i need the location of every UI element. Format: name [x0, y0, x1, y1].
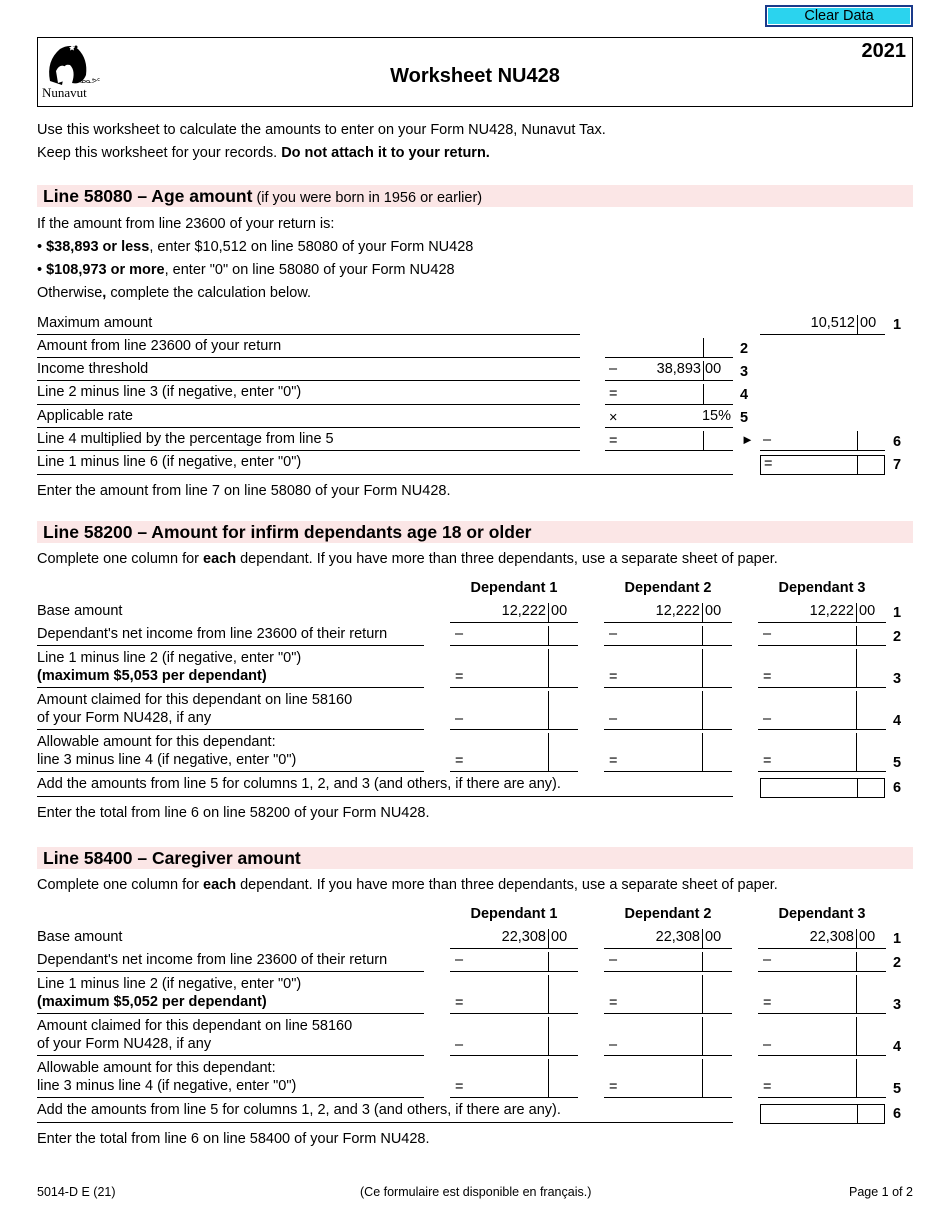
header-box [37, 37, 913, 107]
s3-base-amount: 22,308 [501, 929, 546, 945]
s3-line-3-input[interactable] [774, 975, 886, 1013]
s2-base-cents: 00 [551, 603, 568, 619]
s3-line-3-input[interactable] [466, 975, 578, 1013]
s1-line-num: 2 [740, 341, 749, 357]
s1-row-6-label: Line 4 multiplied by the percentage from line 5 [37, 431, 334, 447]
minus-sign: – [455, 952, 464, 968]
page-title: Worksheet NU428 [390, 65, 560, 87]
minus-sign: – [763, 432, 772, 448]
s3-line-num: 1 [893, 931, 902, 947]
s3-row-5-label-b: line 3 minus line 4 (if negative, enter "0") [37, 1078, 297, 1094]
times-sign: × [609, 410, 618, 426]
s3-line-num: 3 [893, 997, 902, 1013]
s2-row-2-label: Dependant's net income from line 23600 of their return [37, 626, 388, 642]
s3-row-4-label-b: of your Form NU428, if any [37, 1036, 212, 1052]
equals-sign: = [764, 456, 773, 472]
s1-threshold-amount: 38,893 [656, 361, 701, 377]
s1-line-4-input[interactable] [620, 384, 733, 404]
s3-line-num: 2 [893, 955, 902, 971]
s1-line-num: 1 [893, 317, 902, 333]
s3-intro: Complete one column for each dependant. If you have more than three dependants, use a separate sheet of paper. [37, 877, 778, 893]
s3-row-2-label: Dependant's net income from line 23600 of their return [37, 952, 388, 968]
s3-line-num: 4 [893, 1039, 902, 1055]
s3-claimed-input[interactable] [620, 1017, 732, 1055]
minus-sign: – [609, 361, 618, 377]
s3-base-amount: 22,308 [655, 929, 700, 945]
s1-line-6-input[interactable] [620, 431, 733, 450]
s3-base-amount: 22,308 [809, 929, 854, 945]
s2-claimed-input[interactable] [620, 691, 732, 729]
s1-line-num: 7 [893, 457, 902, 473]
s2-row-6-label: Add the amounts from line 5 for columns 1, 2, and 3 (and others, if there are any). [37, 776, 561, 792]
minus-sign: – [609, 711, 618, 727]
equals-sign: = [455, 753, 464, 769]
s2-allowable-input[interactable] [620, 733, 732, 771]
s3-claimed-input[interactable] [774, 1017, 886, 1055]
s3-row-5-label-a: Allowable amount for this dependant: [37, 1060, 276, 1076]
s3-row-4-label-a: Amount claimed for this dependant on line 58160 [37, 1018, 353, 1034]
s1-line-num: 3 [740, 364, 749, 380]
s2-row-3-label-a: Line 1 minus line 2 (if negative, enter "0") [37, 650, 302, 666]
s2-intro: Complete one column for each dependant. If you have more than three dependants, use a separate sheet of paper. [37, 551, 778, 567]
s3-line-num: 6 [893, 1106, 902, 1122]
s3-row-3-label-a: Line 1 minus line 2 (if negative, enter "0") [37, 976, 302, 992]
s1-line-2-input[interactable] [605, 338, 733, 357]
s3-allowable-input[interactable] [774, 1059, 886, 1097]
equals-sign: = [455, 1079, 464, 1095]
s1-bullet-1: • $38,893 or less, enter $10,512 on line 58080 of your Form NU428 [37, 239, 474, 255]
s1-row-1-label: Maximum amount [37, 315, 153, 331]
form-year: 2021 [861, 40, 906, 62]
s2-line-3-input[interactable] [774, 649, 886, 687]
s2-total-box[interactable] [760, 778, 885, 798]
s3-line-num: 5 [893, 1081, 902, 1097]
s2-net-income-input[interactable] [466, 626, 578, 645]
s1-row-5-label: Applicable rate [37, 408, 133, 424]
s2-row-5-label-b: line 3 minus line 4 (if negative, enter "0") [37, 752, 297, 768]
intro-line-2: Keep this worksheet for your records. Do not attach it to your return. [37, 145, 490, 161]
s2-line-num: 4 [893, 713, 902, 729]
section-58400-heading: Line 58400 – Caregiver amount [37, 847, 913, 869]
s1-row-2-label: Amount from line 23600 of your return [37, 338, 282, 354]
s2-allowable-input[interactable] [466, 733, 578, 771]
s2-base-amount: 12,222 [655, 603, 700, 619]
equals-sign: = [609, 1079, 618, 1095]
s1-line-num: 6 [893, 434, 902, 450]
s2-row-3-label-b: (maximum $5,053 per dependant) [37, 668, 267, 684]
minus-sign: – [455, 1037, 464, 1053]
s3-net-income-input[interactable] [620, 952, 732, 971]
s1-row-4-label: Line 2 minus line 3 (if negative, enter "0") [37, 384, 302, 400]
s2-col-head-3: Dependant 3 [778, 580, 866, 596]
s2-claimed-input[interactable] [774, 691, 886, 729]
s3-total-box[interactable] [760, 1104, 885, 1124]
s3-col-head-1: Dependant 1 [470, 906, 558, 922]
s2-line-num: 6 [893, 780, 902, 796]
s3-base-cents: 00 [705, 929, 722, 945]
equals-sign: = [609, 753, 618, 769]
s2-row-1-label: Base amount [37, 603, 123, 619]
s1-line-num: 5 [740, 410, 749, 426]
s1-rate: 15% [701, 408, 731, 424]
s3-claimed-input[interactable] [466, 1017, 578, 1055]
s2-line-num: 5 [893, 755, 902, 771]
s2-line-num: 1 [893, 605, 902, 621]
s2-line-3-input[interactable] [620, 649, 732, 687]
s2-base-cents: 00 [705, 603, 722, 619]
minus-sign: – [609, 952, 618, 968]
s3-col-head-3: Dependant 3 [778, 906, 866, 922]
s2-line-3-input[interactable] [466, 649, 578, 687]
s2-col-head-1: Dependant 1 [470, 580, 558, 596]
equals-sign: = [455, 669, 464, 685]
equals-sign: = [763, 995, 772, 1011]
arrow-right-icon: ► [741, 432, 754, 447]
s2-row-4-label-a: Amount claimed for this dependant on line 58160 [37, 692, 353, 708]
s3-allowable-input[interactable] [620, 1059, 732, 1097]
s2-allowable-input[interactable] [774, 733, 886, 771]
s3-allowable-input[interactable] [466, 1059, 578, 1097]
minus-sign: – [609, 1037, 618, 1053]
s3-row-6-label: Add the amounts from line 5 for columns 1, 2, and 3 (and others, if there are any). [37, 1102, 561, 1118]
s2-net-income-input[interactable] [774, 626, 886, 645]
s2-base-cents: 00 [859, 603, 876, 619]
section-58200-heading: Line 58200 – Amount for infirm dependants age 18 or older [37, 521, 913, 543]
s1-bullet-2: • $108,973 or more, enter "0" on line 58080 of your Form NU428 [37, 262, 455, 278]
equals-sign: = [609, 386, 618, 402]
equals-sign: = [763, 669, 772, 685]
s2-col-head-2: Dependant 2 [624, 580, 712, 596]
s3-row-1-label: Base amount [37, 929, 123, 945]
section-58080-heading: Line 58080 – Age amount (if you were born in 1956 or earlier) [37, 185, 913, 207]
s2-row-5-label-a: Allowable amount for this dependant: [37, 734, 276, 750]
s2-enter-instruction: Enter the total from line 6 on line 58200 of your Form NU428. [37, 805, 430, 821]
s2-net-income-input[interactable] [620, 626, 732, 645]
equals-sign: = [609, 433, 618, 449]
s1-line-num: 4 [740, 387, 749, 403]
intro-line-1: Use this worksheet to calculate the amounts to enter on your Form NU428, Nunavut Tax. [37, 122, 606, 138]
s1-threshold-cents: 00 [705, 361, 722, 377]
equals-sign: = [763, 753, 772, 769]
s2-base-amount: 12,222 [809, 603, 854, 619]
s1-otherwise: Otherwise, complete the calculation below. [37, 285, 312, 301]
s3-base-cents: 00 [859, 929, 876, 945]
form-code: 5014-D E (21) [37, 1185, 116, 1199]
minus-sign: – [763, 1037, 772, 1053]
svg-text:ᓄᓇᕗᑦ: ᓄᓇᕗᑦ [80, 78, 101, 85]
s2-row-4-label-b: of your Form NU428, if any [37, 710, 212, 726]
s1-row-3-label: Income threshold [37, 361, 149, 377]
equals-sign: = [609, 995, 618, 1011]
s3-row-3-label-b: (maximum $5,052 per dependant) [37, 994, 267, 1010]
s2-line-num: 2 [893, 629, 902, 645]
s1-line-7-total-box[interactable] [760, 455, 885, 475]
equals-sign: = [763, 1079, 772, 1095]
s2-line-num: 3 [893, 671, 902, 687]
s3-col-head-2: Dependant 2 [624, 906, 712, 922]
s1-enter-instruction: Enter the amount from line 7 on line 58080 of your Form NU428. [37, 483, 451, 499]
equals-sign: = [455, 995, 464, 1011]
minus-sign: – [763, 952, 772, 968]
minus-sign: – [455, 711, 464, 727]
page-number: Page 1 of 2 [849, 1185, 913, 1199]
minus-sign: – [763, 626, 772, 642]
clear-data-button[interactable]: Clear Data [765, 5, 913, 27]
s1-row-7-label: Line 1 minus line 6 (if negative, enter "0") [37, 454, 302, 470]
s1-max-cents: 00 [860, 315, 877, 331]
s3-net-income-input[interactable] [774, 952, 886, 971]
s2-claimed-input[interactable] [466, 691, 578, 729]
s1-intro: If the amount from line 23600 of your return is: [37, 216, 335, 232]
equals-sign: = [609, 669, 618, 685]
s3-base-cents: 00 [551, 929, 568, 945]
s2-base-amount: 12,222 [501, 603, 546, 619]
s3-net-income-input[interactable] [466, 952, 578, 971]
logo-text: Nunavut [42, 85, 87, 100]
french-note: (Ce formulaire est disponible en français.) [360, 1185, 592, 1199]
s3-enter-instruction: Enter the total from line 6 on line 58400 of your Form NU428. [37, 1131, 430, 1147]
s3-line-3-input[interactable] [620, 975, 732, 1013]
minus-sign: – [609, 626, 618, 642]
minus-sign: – [763, 711, 772, 727]
s1-max-amount: 10,512 [810, 315, 855, 331]
minus-sign: – [455, 626, 464, 642]
